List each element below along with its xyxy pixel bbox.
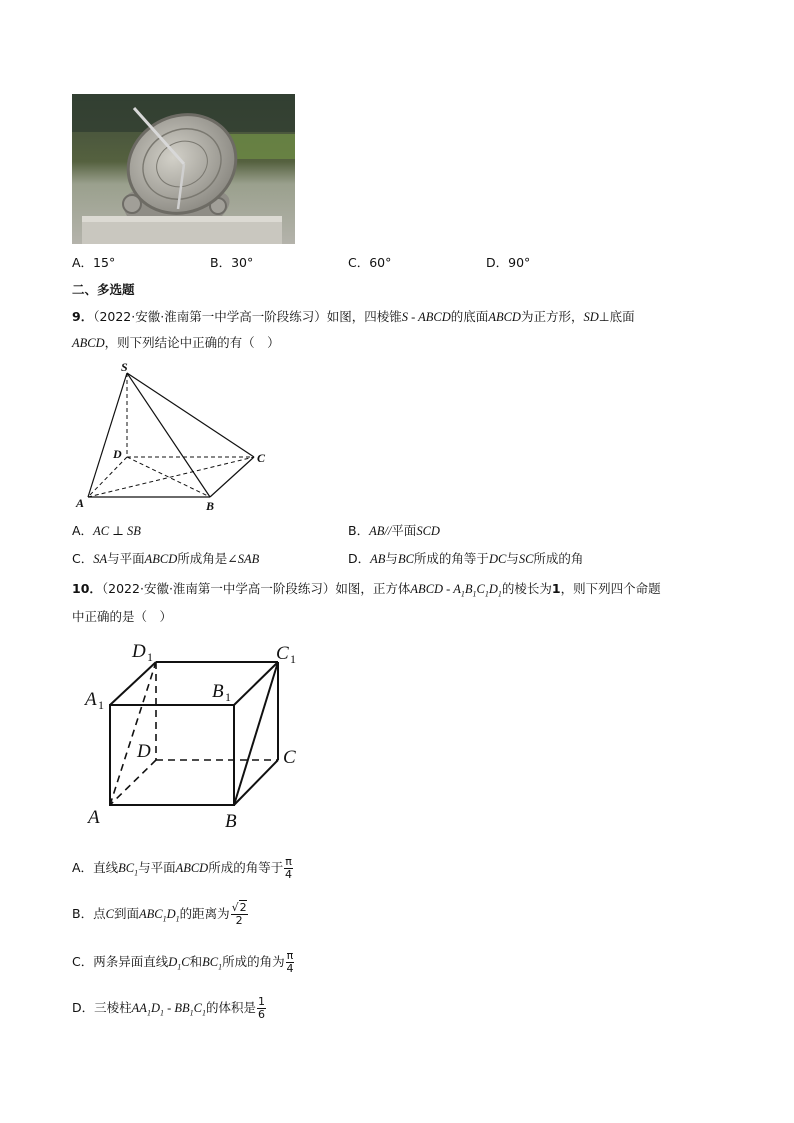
q10-option-b-math: C [105, 907, 114, 921]
q10-label-a: A [88, 807, 100, 828]
svg-text:1: 1 [225, 690, 231, 704]
q9-label-d: D [113, 447, 122, 461]
q9-perp: ⊥ [598, 309, 610, 324]
q9-label-c: C [257, 451, 266, 465]
q9-sd: SD [583, 310, 599, 324]
q10-option-b-text2: 到面 [113, 906, 139, 921]
q10-option-a-den: 4 [285, 868, 293, 881]
q10-label-c1: C [276, 643, 289, 664]
q10-cube: ABCD - A [410, 582, 461, 596]
q10-option-c-text2: 和 [189, 954, 203, 969]
q9-option-d-text3: 与 [506, 551, 519, 566]
q8-option-b: B．30° [210, 255, 254, 270]
q10-edge: 1 [551, 581, 561, 596]
q10-option-c-label: C． [72, 954, 94, 969]
q10-option-b-text3: 的距离为 [179, 906, 230, 921]
q8-option-d: D．90° [486, 255, 531, 270]
q9-line2-base: ABCD [72, 336, 105, 350]
q10-option-c-fraction [286, 950, 295, 975]
q10-option-b-label: B． [72, 906, 94, 921]
q10-option-d-math-d: C [193, 1001, 202, 1015]
q10-option-a-text2: 与平面 [138, 860, 176, 875]
q10-label-b: B [225, 811, 237, 832]
q10-source: （2022·安徽·淮南第一中学高一阶段练习）如图，正方体 [101, 581, 411, 596]
q10-option-d-fraction [257, 996, 266, 1021]
q10-option-d-den: 6 [258, 1008, 266, 1021]
q10-cube-rest: B [464, 582, 473, 596]
q10-option-d-text: 三棱柱 [94, 1000, 132, 1015]
q10-option-b-den: 2 [235, 914, 243, 927]
q9-option-d-text4: 所成的角 [533, 551, 584, 566]
q9-pyramid: S - ABCD [401, 310, 451, 324]
svg-text:1: 1 [98, 698, 104, 712]
q9-option-b [348, 522, 440, 540]
q10-option-b-fraction: $\frac{√2}{2}$ [231, 901, 247, 927]
q10-option-d-label: D． [72, 1000, 95, 1015]
q10-option-c-math-b: C [181, 955, 190, 969]
q10-option-a-label: A． [72, 860, 94, 875]
sundial-photo [72, 94, 295, 244]
q9-option-c-label: C． [72, 551, 94, 566]
q9-option-d-text2: 所成的角等于 [413, 551, 489, 566]
q10-cube-figure [80, 635, 310, 835]
q10-label-b1: B [212, 681, 224, 702]
q10-label-d: D [137, 741, 151, 762]
q10-option-a-math2: ABCD [175, 861, 209, 875]
q9-option-d-math: AB [370, 552, 386, 566]
q9-option-a-label: A． [72, 523, 94, 538]
q10-option-d-math-c: - BB [163, 1001, 190, 1015]
q9-text-a: 的底面 [450, 309, 489, 324]
q10-text-b: ，则下列四个命题 [560, 581, 661, 596]
q10-option-b-math2: ABC [138, 907, 163, 921]
q8-option-a: A．15° [72, 255, 116, 270]
svg-text:1: 1 [290, 652, 296, 666]
q10-option-b-math2b: D [166, 907, 176, 921]
section-heading: 二、多选题 [72, 282, 135, 297]
q10-option-b: B．点C到面$ABC_1D_1$的距离为 $\frac{√2}{2}$ [72, 901, 247, 927]
q9-text-c: 底面 [609, 309, 635, 324]
q10-option-a-num: π [285, 855, 292, 868]
q10-option-d: D．三棱柱$AA_1D_1 - BB_1C_1$的体积是 $\frac{1}{6}$ [72, 995, 266, 1021]
q10-option-d-text2: 的体积是 [206, 1000, 257, 1015]
q9-stem-line2 [72, 334, 280, 352]
q9-pyramid-figure [70, 360, 280, 515]
q9-option-b-math: AB// [369, 524, 392, 538]
q10-option-d-math-b: D [150, 1001, 160, 1015]
q10-option-a-fraction [284, 856, 293, 881]
q9-label-b: B [206, 499, 215, 513]
q10-option-c-num: π [286, 949, 294, 962]
q9-option-b-math2: SCD [416, 524, 440, 538]
q9-base: ABCD [488, 310, 521, 324]
q10-option-d-num: 1 [258, 995, 266, 1008]
q9-line2-text: ，则下列结论中正确的有（ ） [104, 335, 280, 350]
q10-option-a: A．直线$BC_1$与平面ABCD所成的角等于 $\frac{\pi}{4}$ [72, 855, 293, 881]
q9-number: 9． [72, 309, 94, 324]
q9-option-d-math2: BC [397, 552, 414, 566]
q10-label-c: C [283, 747, 296, 768]
q10-option-d-math: AA [131, 1001, 147, 1015]
q10-option-a-text3: 所成的角等于 [208, 860, 284, 875]
q9-option-c [72, 550, 259, 568]
q10-stem-line1: 10．（2022·安徽·淮南第一中学高一阶段练习）如图，正方体ABCD - $A_1B_1C_1D_1$的棱长为1，则下列四个命题 [72, 581, 661, 599]
q10-option-c-text3: 所成的角为 [222, 954, 285, 969]
q10-stem-line2: 中正确的是（ ） [72, 609, 173, 624]
q10-option-a-math: BC [118, 861, 135, 875]
q10-option-a-text: 直线 [93, 860, 119, 875]
q9-stem-line1 [72, 308, 635, 326]
q9-option-d-text: 与 [385, 551, 398, 566]
q9-label-s: S [121, 360, 128, 374]
q9-option-c-text: 与平面 [107, 551, 145, 566]
q9-option-d-math3: DC [488, 552, 507, 566]
q10-option-c-math: D [168, 955, 178, 969]
q9-option-c-text2: 所成角是 [177, 551, 228, 566]
q10-label-d1: D [132, 641, 146, 662]
q10-option-c: C．两条异面直线$D_1C$和$BC_1$所成的角为 $\frac{\pi}{4}$ [72, 949, 294, 975]
q9-option-d-label: D． [348, 551, 371, 566]
q9-option-b-label: B． [348, 523, 370, 538]
q8-option-c: C．60° [348, 255, 392, 270]
q9-option-c-math3: ∠SAB [227, 552, 260, 566]
q9-option-d-math4: SC [518, 552, 534, 566]
q9-option-a [72, 522, 141, 540]
q9-option-c-math2: ABCD [144, 552, 178, 566]
q10-option-b-text: 点 [93, 906, 106, 921]
q9-option-c-math: SA [93, 552, 108, 566]
q9-label-a: A [76, 496, 85, 510]
q9-source: （2022·安徽·淮南第一中学高一阶段练习）如图，四棱锥 [93, 309, 402, 324]
q10-option-c-den: 4 [286, 962, 294, 975]
q10-option-b-num: 2 [239, 901, 247, 914]
q9-option-a-math: AC ⊥ SB [93, 524, 141, 538]
q10-text-a: 的棱长为 [501, 581, 552, 596]
svg-text:1: 1 [147, 650, 153, 664]
q9-text-b: 为正方形， [520, 309, 584, 324]
q9-option-b-text: 平面 [391, 523, 417, 538]
q10-number: 10． [72, 581, 102, 596]
q10-option-c-math2: BC [202, 955, 219, 969]
q10-label-a1: A [85, 689, 97, 710]
q9-option-d [348, 550, 583, 568]
q10-option-c-text: 两条异面直线 [93, 954, 169, 969]
